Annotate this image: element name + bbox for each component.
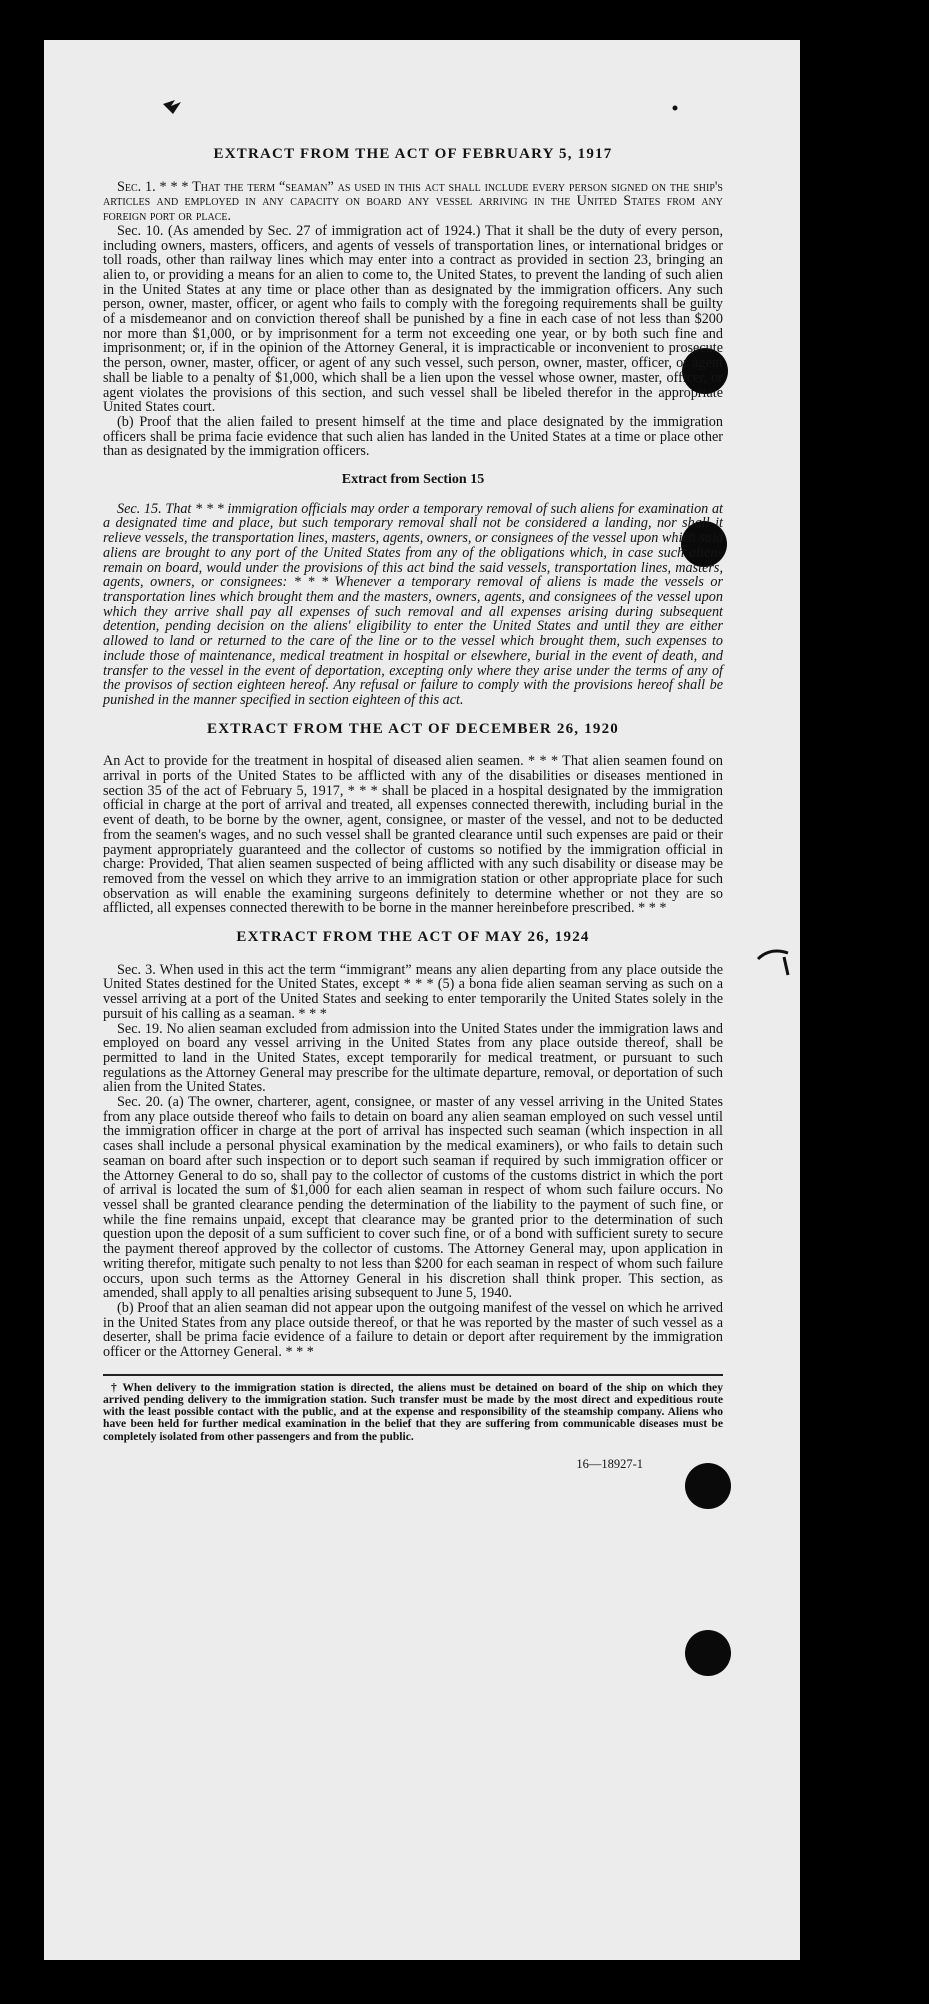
section-15: Sec. 15. That * * * immigration officials may order a temporary removal of such aliens for examination at a designated time and place, but such temporary removal shall not be considered a landing, nor shall it relieve vessels, the transportation lines, masters, agents, owners, or consignees of the vessel upon which said aliens are brought to any port of the United States from any of the obligations which, in case such aliens remain on board, would under the provisions of this act bind the said vessels, transportation lines, masters, agents, owners, or consignees: * * * Whenever a temporary removal of aliens is made the vessels or transportation lines which brought them and the masters, owners, agents, and consignees of the vessel upon which they arrive shall pay all expenses of such removal and all expenses arising during subsequent detention, pending decision on the aliens' eligibility to enter the United States and until they are either allowed to land or returned to the care of the line or to the vessel which brought them, such expenses to include those of maintenance, medical treatment in hospital or elsewhere, burial in the event of death, and transfer to the vessel in the event of deportation, excepting only where they arise under the terms of any of the provisos of section eighteen hereof. Any refusal or failure to comply with the provisions hereof shall be punished in the manner specified in section eighteen of this act. xyxy=(103,500,723,708)
ink-mark-right xyxy=(754,945,794,990)
section-1: Sec. 1. * * * That the term “seaman” as used in this act shall include every person signed on the ship's articles and employed in any capacity on board any vessel arriving in the United States from any foreign port or place. xyxy=(103,178,723,225)
section-10: Sec. 10. (As amended by Sec. 27 of immigration act of 1924.) That it shall be the duty of every person, including owners, masters, officers, and agents of vessels of transportation lines, or international bridges or toll roads, other than railway lines which may enter into a contract as provided in section 23, bringing an alien to, or providing a means for an alien to come to, the United States, to prevent the landing of such alien in the United States at any time or place other than as designated by the immigration officers. Any such person, owner, master, officer, or agent who fails to comply with the foregoing requirements shall be guilty of a misdemeanor and on conviction thereof shall be punished by a fine in each case of not less than $200 nor more than $1,000, or by imprisonment for a term not exceeding one year, or by both such fine and imprisonment; or, if in the opinion of the Attorney General, it is impracticable or inconvenient to prosecute the person, owner, master, officer, or agent of any such vessel, such person, owner, master, officer, or agent shall be liable to a penalty of $1,000, which shall be a lien upon the vessel whose owner, master, officer, or agent violates the provisions of this section, and such vessel shall be libeled therefor in the appropriate United States court. xyxy=(103,222,723,416)
section-20b: (b) Proof that an alien seaman did not appear upon the outgoing manifest of the vessel on which he arrived in the United States from any place outside thereof, or that he was reported by the master of such vessel as a deserter, shall be prima facie evidence of a failure to detain or deport after requirement by the immigration officer or the Attorney General. * * * xyxy=(103,1299,723,1361)
section-20: Sec. 20. (a) The owner, charterer, agent, consignee, or master of any vessel arriving in the United States from any place outside thereof who fails to detain on board any alien seaman employed on such vessel until the immigration officer in charge at the port of arrival has inspected such seaman (which inspection in all cases shall include a personal physical examination by the medical examiners), or who fails to detain such seaman on board after such inspection or to deport such seaman if required by such immigration officer or the Attorney General to do so, shall pay to the collector of customs of the customs district in which the port of arrival is located the sum of $1,000 for each alien seaman in respect of whom such failure occurs. No vessel shall be granted clearance pending the determination of the liability to the payment of such fine, or while the fine remains unpaid, except that clearance may be granted prior to the determination of such question upon the deposit of a sum sufficient to cover such fine, or of a bond with sufficient surety to secure the payment thereof approved by the collector of customs. The Attorney General may, upon application in writing therefor, mitigate such penalty to not less than $200 for each seaman in respect of whom such failure occurs, upon such terms as the Attorney General in his discretion shall think proper. This section, as amended, shall apply to all penalties arising subsequent to June 5, 1940. xyxy=(103,1094,723,1302)
punch-hole-4 xyxy=(685,1630,731,1676)
section-19: Sec. 19. No alien seaman excluded from admission into the United States under the immigration laws and employed on board any vessel arriving in the United States from any place outside thereof, shall be permitted to land in the United States, except temporarily for medical treatment, or pursuant to such regulations as the Attorney General may prescribe for the ultimate departure, removal, or deportation of such alien from the United States. xyxy=(103,1020,723,1096)
footnote-divider xyxy=(103,1374,723,1376)
ink-mark-top xyxy=(161,98,187,123)
act-1920: An Act to provide for the treatment in hospital of diseased alien seamen. * * * That alien seamen found on arrival in ports of the United States to be afflicted with any of the disabilities or diseases mentioned in section 35 of the act of February 5, 1917, * * * shall be placed in a hospital designated by the immigration official in charge at the port of arrival and treated, all expenses connected therewith, including burial in the event of death, to be borne by the owner, agent, consignee, or master of the vessel, and not to be deducted from the seamen's wages, and no such vessel shall be granted clearance until such expenses are paid or their payment appropriately guaranteed and the collector of customs so notified by the immigration official in charge: Provided, That alien seamen suspected of being afflicted with any such disability or disease may be removed from the vessel on which they arrive to an immigration station or other appropriate place for such observation as will enable the examining surgeons definitely to determine whether or not they are so afflicted, all expenses connected therewith to be borne in the manner hereinbefore prescribed. * * * xyxy=(103,753,723,917)
document-number: 16—18927-1 xyxy=(576,1456,643,1471)
heading-may-1924: EXTRACT FROM THE ACT OF MAY 26, 1924 xyxy=(236,929,590,946)
heading-dec-1920: EXTRACT FROM THE ACT OF DECEMBER 26, 1920 xyxy=(206,720,620,737)
document-content xyxy=(103,147,723,1471)
section-10b: (b) Proof that the alien failed to present himself at the time and place designated by the immigration officers shall be prima facie evidence that such alien has landed in the United States at a time or place other than as designated by the immigration officers. xyxy=(103,413,723,460)
heading-feb-1917: EXTRACT FROM THE ACT OF FEBRUARY 5, 1917 xyxy=(213,146,613,162)
section-3: Sec. 3. When used in this act the term “immigrant” means any alien departing from any place outside the United States destined for the United States, except * * * (5) a bona fide alien seaman serving as such on a vessel arriving at a port of the United States and seeking to enter temporarily the United States solely in the pursuit of his calling as a seaman. * * * xyxy=(103,961,723,1022)
footnote: † When delivery to the immigration station is directed, the aliens must be detained on board of the ship on which they arrived pending delivery to the immigration station. Such transfer must be made by the most direct and expeditious route with the least possible contact with the public, and at the expense and responsibility of the steamship company. Aliens who have been held for further medical examination in the belief that they are suffering from communicable diseases must be completely isolated from other passengers and from the public. xyxy=(103,1380,723,1443)
ink-dot xyxy=(672,98,678,116)
heading-section-15: Extract from Section 15 xyxy=(341,472,485,488)
